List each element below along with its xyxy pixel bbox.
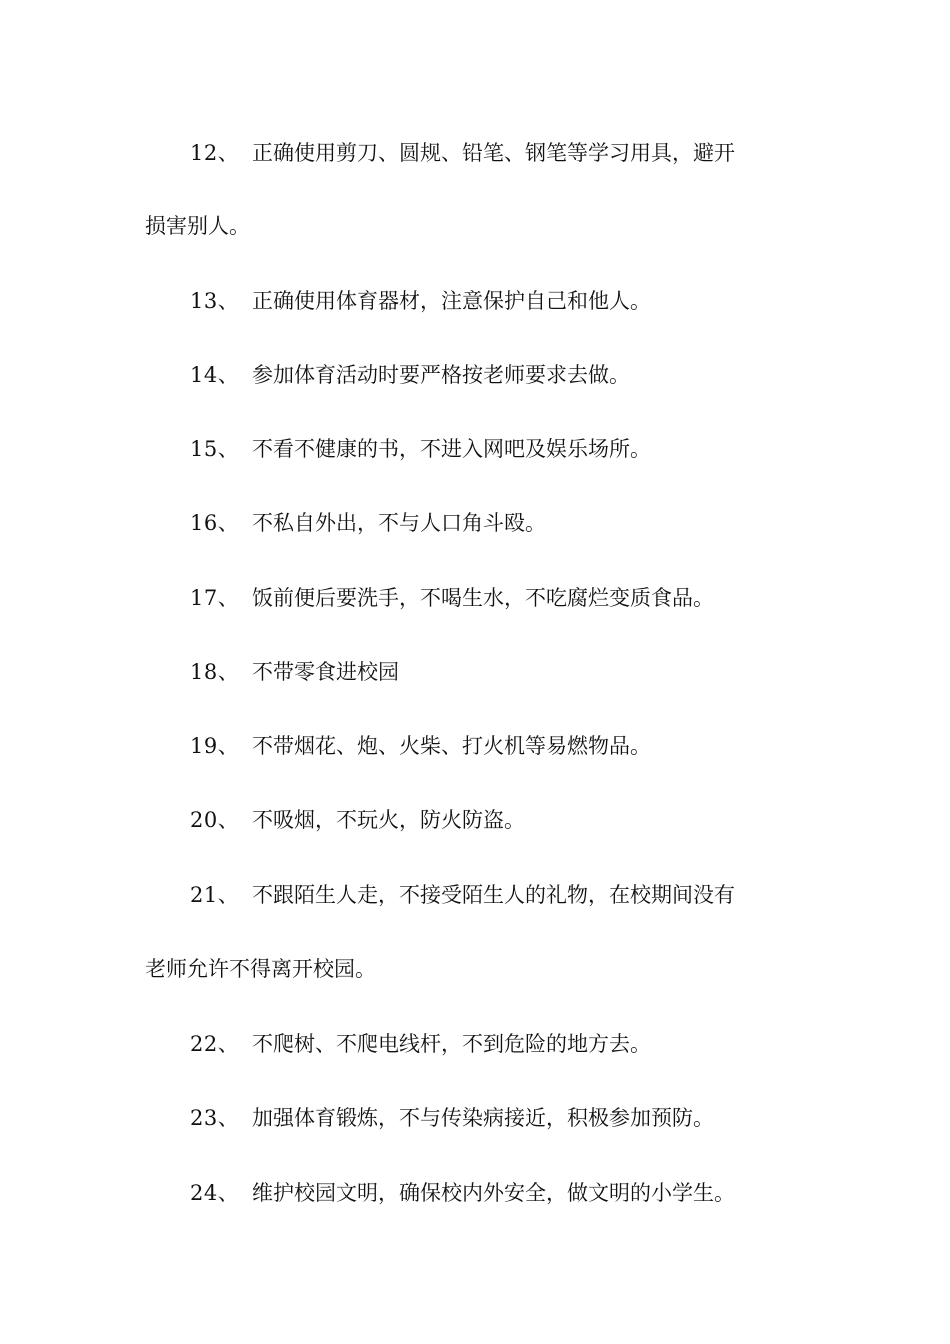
item-number: 21、 [190, 883, 240, 907]
item-number: 22、 [190, 1032, 240, 1056]
item-text: 正确使用体育器材，注意保护自己和他人。 [252, 289, 651, 313]
item-number: 20、 [190, 808, 240, 832]
item-number: 17、 [190, 586, 240, 610]
item-text: 参加体育活动时要严格按老师要求去做。 [252, 363, 630, 387]
item-number: 18、 [190, 660, 240, 684]
item-text: 不带零食进校园 [252, 660, 399, 684]
item-number: 23、 [190, 1106, 240, 1130]
item-text-continuation: 损害别人。 [145, 214, 250, 238]
item-text: 不私自外出，不与人口角斗殴。 [252, 511, 546, 535]
item-text: 加强体育锻炼，不与传染病接近，积极参加预防。 [252, 1106, 714, 1130]
item-number: 24、 [190, 1181, 240, 1205]
item-text-continuation: 老师允许不得离开校园。 [145, 957, 376, 981]
item-number: 12、 [190, 141, 240, 165]
item-text: 维护校园文明，确保校内外安全，做文明的小学生。 [252, 1181, 735, 1205]
item-number: 15、 [190, 437, 240, 461]
item-number: 19、 [190, 734, 240, 758]
item-text: 不吸烟，不玩火，防火防盗。 [252, 808, 525, 832]
item-text: 正确使用剪刀、圆规、铅笔、钢笔等学习用具，避开 [252, 141, 735, 165]
item-text: 饭前便后要洗手，不喝生水，不吃腐烂变质食品。 [252, 586, 714, 610]
item-text: 不跟陌生人走，不接受陌生人的礼物，在校期间没有 [252, 883, 735, 907]
item-number: 13、 [190, 289, 240, 313]
item-text: 不看不健康的书，不进入网吧及娱乐场所。 [252, 437, 651, 461]
item-number: 16、 [190, 511, 240, 535]
item-text: 不带烟花、炮、火柴、打火机等易燃物品。 [252, 734, 651, 758]
item-number: 14、 [190, 363, 240, 387]
item-text: 不爬树、不爬电线杆，不到危险的地方去。 [252, 1032, 651, 1056]
